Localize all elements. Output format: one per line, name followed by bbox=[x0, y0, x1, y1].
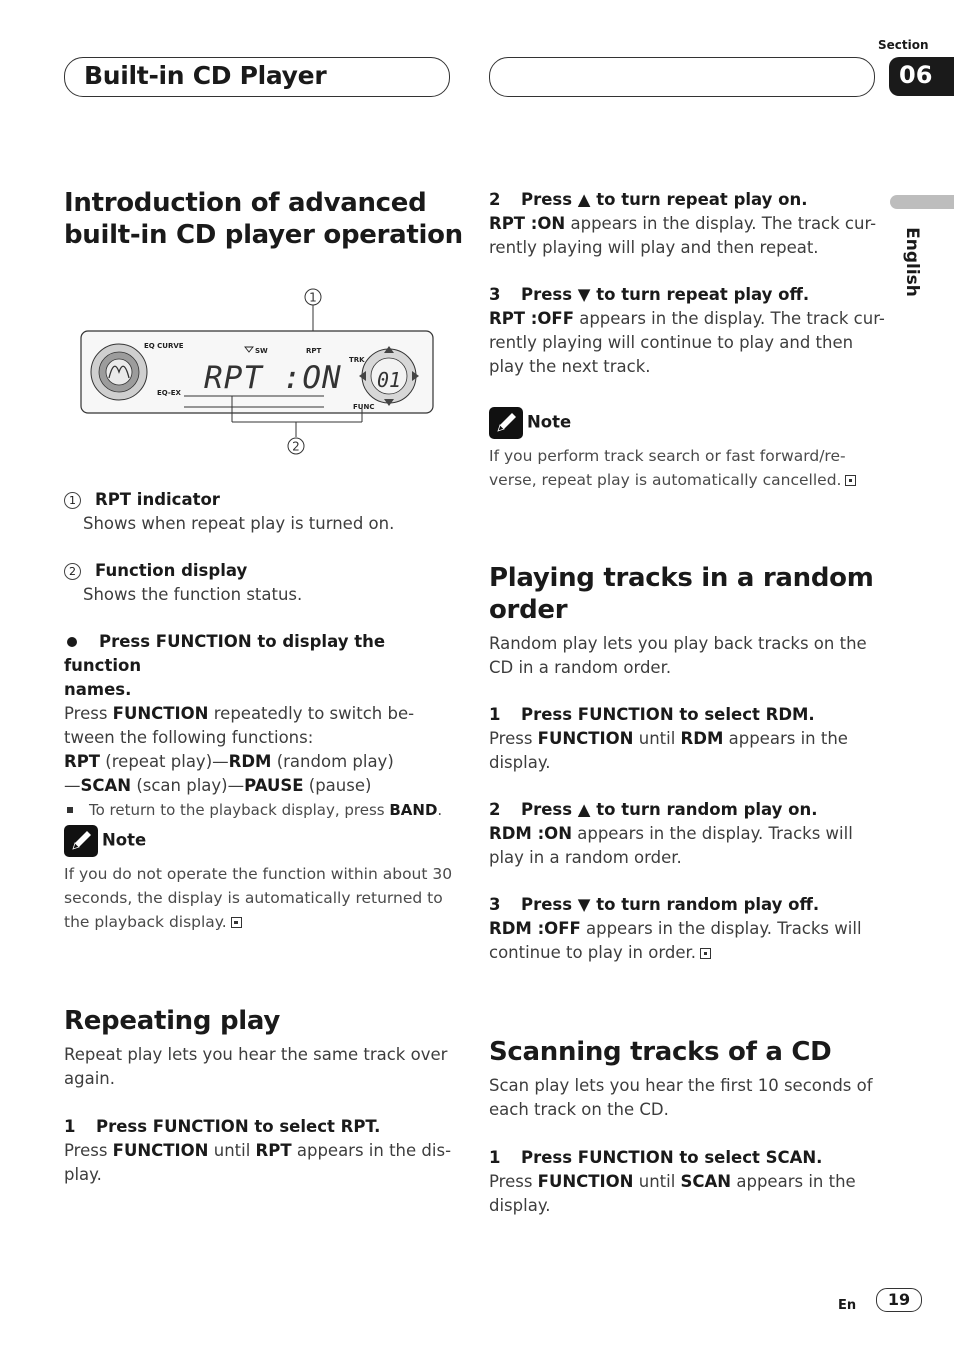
until-word: until bbox=[208, 1141, 256, 1160]
repeat-step-1-body bbox=[64, 1139, 464, 1187]
step-title: Press FUNCTION to select SCAN. bbox=[521, 1148, 823, 1167]
step3-line2: rently playing will continue to play and then bbox=[489, 333, 854, 352]
rdm-off-code: RDM :OFF bbox=[489, 919, 581, 938]
random-intro bbox=[489, 632, 889, 680]
chapter-title: Built-in CD Player bbox=[84, 61, 327, 90]
repeat-step-1-title bbox=[64, 1115, 380, 1139]
step-number: 1 bbox=[489, 1148, 501, 1167]
random-step-1-title bbox=[489, 703, 815, 727]
note-line-3: the playback display. bbox=[64, 913, 227, 931]
random-heading-line1: Playing tracks in a random bbox=[489, 563, 874, 593]
random-step-2-body bbox=[489, 822, 889, 870]
rdm-keyword: RDM bbox=[680, 729, 724, 748]
function-keyword: FUNCTION bbox=[537, 1172, 634, 1191]
function-keyword: FUNCTION bbox=[112, 1141, 209, 1160]
press-word: Press bbox=[64, 1141, 113, 1160]
step-number: 3 bbox=[489, 895, 501, 914]
note-text-right bbox=[489, 444, 889, 492]
rdm-keyword: RDM bbox=[228, 752, 272, 771]
press-word: Press bbox=[489, 1172, 538, 1191]
end-mark-icon bbox=[845, 475, 856, 486]
function-display-desc: Shows the function status. bbox=[83, 585, 303, 604]
trk-label: TRK bbox=[349, 356, 365, 364]
repeating-heading: Repeating play bbox=[64, 1006, 280, 1036]
display-text: display. bbox=[489, 1196, 551, 1215]
step2-line1: appears in the display. The track cur- bbox=[565, 214, 877, 233]
bullet-title-line2: names. bbox=[64, 680, 132, 699]
scan-keyword: SCAN bbox=[80, 776, 132, 795]
repeating-intro bbox=[64, 1043, 464, 1091]
dash: — bbox=[64, 776, 81, 795]
chapter-title-box bbox=[64, 57, 450, 97]
scanning-intro-line1: Scan play lets you hear the first 10 seconds of bbox=[489, 1076, 873, 1095]
function-switch-text bbox=[64, 702, 464, 726]
page-number: 19 bbox=[887, 1290, 911, 1309]
step-number: 2 bbox=[489, 800, 501, 819]
head-unit-display-figure bbox=[64, 284, 444, 464]
random-intro-line2: CD in a random order. bbox=[489, 658, 672, 677]
function-list-line1 bbox=[64, 750, 464, 774]
repeat-step-2-title bbox=[489, 188, 808, 212]
scanning-intro bbox=[489, 1074, 889, 1122]
return-text: To return to the playback display, press bbox=[89, 801, 390, 819]
step-number: 3 bbox=[489, 285, 501, 304]
random-step-1-body bbox=[489, 727, 889, 775]
period: . bbox=[437, 801, 443, 819]
scanning-heading: Scanning tracks of a CD bbox=[489, 1037, 832, 1067]
step-title: Press ▲ to turn random play on. bbox=[521, 800, 818, 819]
repeatedly-text: repeatedly to switch be- bbox=[208, 704, 415, 723]
language-tab bbox=[890, 195, 954, 209]
random-step-3-body bbox=[489, 917, 889, 965]
press-word: Press bbox=[489, 729, 538, 748]
bullet-title bbox=[64, 630, 464, 678]
scan-step-1-body bbox=[489, 1170, 889, 1218]
note-line-1: If you do not operate the function within about 30 bbox=[64, 865, 453, 883]
item-1-number: 1 bbox=[64, 492, 81, 509]
step-number: 1 bbox=[64, 1117, 76, 1136]
step-title: Press ▼ to turn random play off. bbox=[521, 895, 820, 914]
scan-keyword: SCAN bbox=[680, 1172, 732, 1191]
intro-heading bbox=[64, 187, 464, 251]
random-heading-line2: order bbox=[489, 595, 568, 625]
display-illustration bbox=[64, 284, 444, 464]
note-label: Note bbox=[527, 412, 572, 432]
function-keyword: FUNCTION bbox=[537, 729, 634, 748]
end-mark-icon bbox=[700, 948, 711, 959]
function-names-section bbox=[64, 630, 464, 822]
random-heading bbox=[489, 562, 889, 626]
callout-2-label: 2 bbox=[292, 439, 300, 454]
intro-heading-line1: Introduction of advanced bbox=[64, 188, 427, 218]
language-label: English bbox=[902, 227, 922, 297]
step2-line2: play in a random order. bbox=[489, 848, 682, 867]
header-empty-box bbox=[489, 57, 875, 97]
step2-line1: appears in the display. Tracks will bbox=[572, 824, 853, 843]
display-main-text: RPT :ON bbox=[204, 360, 342, 396]
scan-step-1-title bbox=[489, 1146, 822, 1170]
step-number: 2 bbox=[489, 190, 501, 209]
step-title: Press ▼ to turn repeat play off. bbox=[521, 285, 810, 304]
rpt-indicator-desc: Shows when repeat play is turned on. bbox=[83, 514, 395, 533]
step3-line1: appears in the display. The track cur- bbox=[573, 309, 885, 328]
note-line-2: verse, repeat play is automatically cancelled. bbox=[489, 471, 842, 489]
step-title: Press FUNCTION to select RDM. bbox=[521, 705, 815, 724]
display-text: display. bbox=[489, 753, 551, 772]
note-line-1: If you perform track search or fast forward/re- bbox=[489, 447, 846, 465]
scan-play-text: (scan play)— bbox=[131, 776, 245, 795]
random-step-2-title bbox=[489, 798, 818, 822]
random-step-3-title bbox=[489, 893, 819, 917]
appears-text: appears in the bbox=[731, 1172, 856, 1191]
note-line-2: seconds, the display is automatically returned to bbox=[64, 889, 443, 907]
bullet-dot bbox=[67, 637, 77, 647]
step-title: Press ▲ to turn repeat play on. bbox=[521, 190, 808, 209]
band-keyword: BAND bbox=[389, 801, 438, 819]
item-1-title: RPT indicator bbox=[95, 490, 220, 509]
appears-text: appears in the bbox=[723, 729, 848, 748]
small-square-bullet bbox=[67, 807, 73, 813]
note-pencil-icon bbox=[489, 407, 523, 439]
function-list-line2 bbox=[64, 774, 464, 798]
until-word: until bbox=[633, 729, 681, 748]
random-intro-line1: Random play lets you play back tracks on the bbox=[489, 634, 867, 653]
tween-text: tween the following functions: bbox=[64, 728, 314, 747]
note-pencil-icon bbox=[64, 825, 98, 857]
rpt-on-code: RPT :ON bbox=[489, 214, 566, 233]
rpt-off-code: RPT :OFF bbox=[489, 309, 574, 328]
note-header-left bbox=[64, 825, 146, 857]
function-display-title bbox=[64, 559, 247, 583]
page-number-box bbox=[876, 1288, 922, 1312]
repeat-step-3-body bbox=[489, 307, 889, 379]
appears-text: appears in the dis- bbox=[291, 1141, 452, 1160]
pause-keyword: PAUSE bbox=[244, 776, 304, 795]
eq-ex-label: EQ-EX bbox=[157, 389, 181, 397]
step-number: 1 bbox=[489, 705, 501, 724]
bullet-title-line1: Press FUNCTION to display the function bbox=[64, 632, 386, 675]
section-number-badge bbox=[889, 57, 954, 96]
footer-language: En bbox=[838, 1298, 857, 1313]
press-word: Press bbox=[64, 704, 113, 723]
random-play-text: (random play) bbox=[271, 752, 394, 771]
rpt-indicator-title bbox=[64, 488, 220, 512]
end-mark-icon bbox=[231, 917, 242, 928]
track-number-display: 01 bbox=[376, 368, 402, 392]
item-2-title: Function display bbox=[95, 561, 248, 580]
rpt-indicator-label: RPT bbox=[306, 347, 322, 355]
scanning-intro-line2: each track on the CD. bbox=[489, 1100, 669, 1119]
repeating-intro-line1: Repeat play lets you hear the same track over bbox=[64, 1045, 448, 1064]
callout-1-label: 1 bbox=[309, 290, 317, 305]
step-title: Press FUNCTION to select RPT. bbox=[96, 1117, 381, 1136]
step2-line2: rently playing will play and then repeat. bbox=[489, 238, 819, 257]
item-2-number: 2 bbox=[64, 563, 81, 580]
repeat-play-text: (repeat play)— bbox=[100, 752, 229, 771]
intro-heading-line2: built-in CD player operation bbox=[64, 220, 463, 250]
function-keyword: FUNCTION bbox=[112, 704, 209, 723]
step3-line2: continue to play in order. bbox=[489, 943, 696, 962]
eq-curve-label: EQ CURVE bbox=[144, 342, 184, 350]
rpt-keyword: RPT bbox=[255, 1141, 292, 1160]
step3-line1: appears in the display. Tracks will bbox=[580, 919, 862, 938]
func-label: FUNC bbox=[353, 403, 375, 411]
sw-label: SW bbox=[255, 347, 268, 355]
repeating-intro-line2: again. bbox=[64, 1069, 115, 1088]
until-word: until bbox=[633, 1172, 681, 1191]
note-label: Note bbox=[102, 830, 147, 850]
note-header-right bbox=[489, 407, 571, 439]
play-text: play. bbox=[64, 1165, 102, 1184]
step3-line3: play the next track. bbox=[489, 357, 651, 376]
repeat-step-3-title bbox=[489, 283, 809, 307]
rpt-keyword: RPT bbox=[64, 752, 101, 771]
return-hint bbox=[64, 798, 464, 822]
repeat-step-2-body bbox=[489, 212, 889, 260]
pause-text: (pause) bbox=[303, 776, 372, 795]
note-text-left bbox=[64, 862, 464, 934]
section-label: Section bbox=[878, 38, 929, 52]
section-number: 06 bbox=[899, 61, 933, 89]
rdm-on-code: RDM :ON bbox=[489, 824, 572, 843]
